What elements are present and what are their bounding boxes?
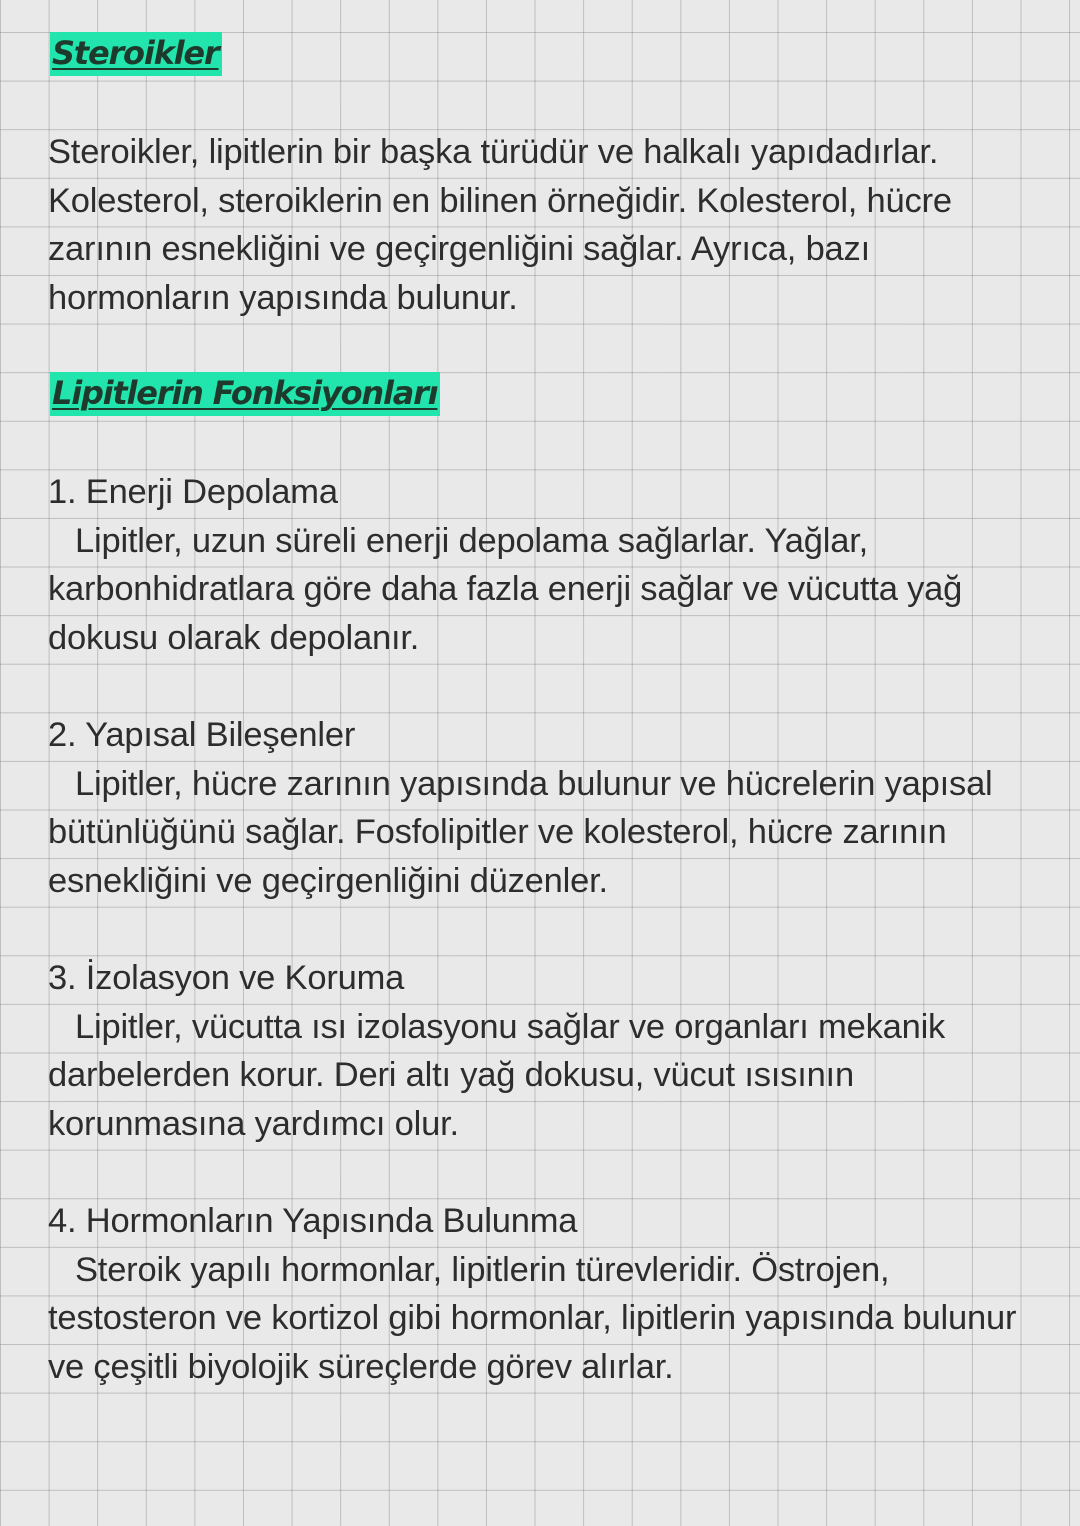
function-item-body: Steroik yapılı hormonlar, lipitlerin türevleridir. Östrojen, testosteron ve kortizol gibi hormonlar, lipitlerin yapısında bulunur ve çeşitli biyolojik süreçlerde görev alırlar.	[48, 1250, 1017, 1386]
function-item-energy	[48, 468, 1058, 662]
function-item-title: 2. Yapısal Bileşenler	[48, 716, 356, 754]
function-item-body: Lipitler, uzun süreli enerji depolama sağlarlar. Yağlar, karbonhidratlara göre daha fazla enerji sağlar ve vücutta yağ dokusu olarak depolanır.	[48, 521, 963, 657]
function-item-title: 4. Hormonların Yapısında Bulunma	[48, 1202, 578, 1240]
functions-heading-highlight: Lipitlerin Fonksiyonları	[50, 372, 440, 416]
function-item-body: Lipitler, hücre zarının yapısında bulunur ve hücrelerin yapısal bütünlüğünü sağlar. Fosfolipitler ve kolesterol, hücre zarının esnekliğini ve geçirgenliğini düzenler.	[48, 764, 993, 900]
steroids-heading-highlight: Steroikler	[50, 32, 222, 76]
function-item-title: 1. Enerji Depolama	[48, 473, 338, 511]
function-item-body: Lipitler, vücutta ısı izolasyonu sağlar ve organları mekanik darbelerden korur. Deri altı yağ dokusu, vücut ısısının korunmasına yardımcı olur.	[48, 1007, 946, 1143]
steroids-paragraph: Steroikler, lipitlerin bir başka türüdür ve halkalı yapıdadırlar. Kolesterol, steroiklerin en bilinen örneğidir. Kolesterol, hücre zarının esnekliğini ve geçirgenliğini sağlar. Ayrıca, bazı hormonların yapısında bulunur.	[48, 133, 952, 317]
function-item-hormones	[48, 1197, 1058, 1391]
steroids-heading	[48, 31, 226, 77]
functions-heading	[48, 371, 444, 417]
function-item-insulation	[48, 954, 1058, 1148]
function-item-structural	[48, 711, 1058, 905]
function-item-title: 3. İzolasyon ve Koruma	[48, 959, 405, 997]
